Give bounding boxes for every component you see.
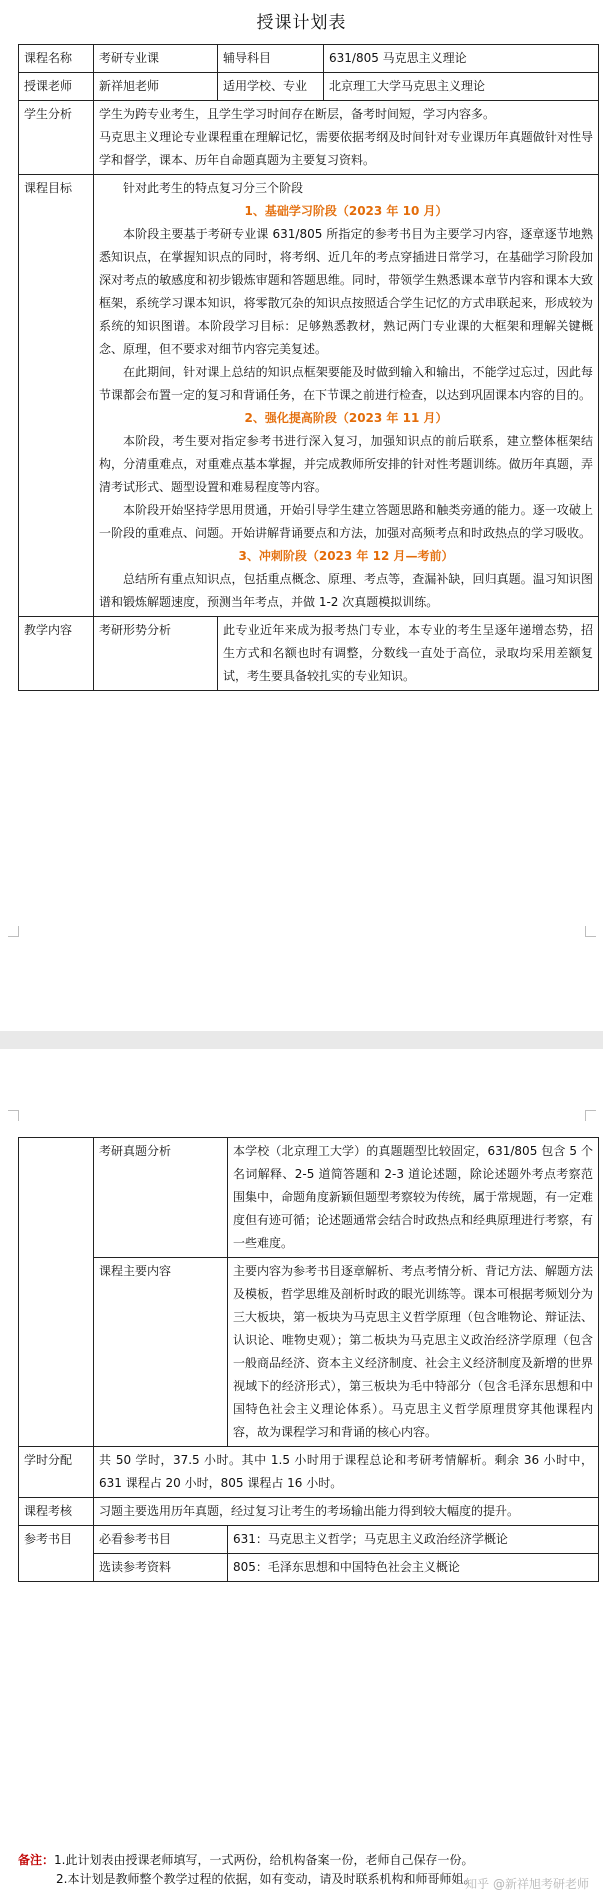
student-p1: 学生为跨专业考生，且学生学习时间存在断层，备考时间短，学习内容多。 xyxy=(99,107,496,121)
hours-row xyxy=(19,1447,599,1498)
student-row xyxy=(19,101,599,175)
exam-label: 考研真题分析 xyxy=(94,1138,228,1258)
course-value: 考研专业课 xyxy=(94,45,218,73)
plan-table-page-1 xyxy=(18,44,599,691)
books-required-row xyxy=(19,1526,599,1554)
trend-label: 考研形势分析 xyxy=(94,617,218,691)
school-label: 适用学校、专业 xyxy=(218,73,324,101)
page-corner-mark xyxy=(585,926,596,937)
hours-label: 学时分配 xyxy=(19,1447,94,1498)
stage2-title: 2、强化提高阶段（2023 年 11 月） xyxy=(244,411,448,425)
page-corner-mark xyxy=(8,926,19,937)
content-row xyxy=(19,617,599,691)
assessment-row xyxy=(19,1498,599,1526)
exam-text: 本学校（北京理工大学）的真题题型比较固定，631/805 包含 5 个名词解释、2-5 道简答题和 2-3 道论述题，除论述题外考点考察范围集中，命题角度新颖但题型考察较为传统，属于常规题，有一定难度但有迹可循；论述题通常会结合时政热点和经典原理进行考察，有一些难度。 xyxy=(228,1138,599,1258)
course-row xyxy=(19,45,599,73)
watermark: 知乎 @新祥旭考研老师 xyxy=(465,1877,589,1891)
course-label: 课程名称 xyxy=(19,45,94,73)
optional-label: 选读参考资料 xyxy=(94,1554,228,1582)
school-value: 北京理工大学马克思主义理论 xyxy=(324,73,599,101)
hours-text: 共 50 学时，37.5 小时。其中 1.5 小时用于课程总论和考研考情解析。剩余 36 小时中，631 课程占 20 小时，805 课程占 16 小时。 xyxy=(94,1447,599,1498)
main-content-row xyxy=(19,1258,599,1447)
stage1-p2: 在此期间，针对课上总结的知识点框架要能及时做到输入和输出，不能学过忘过，因此每节课都会布置一定的复习和背诵任务，在下节课之前进行检查，以达到巩固课本内容的目的。 xyxy=(99,365,593,402)
page-title: 授课计划表 xyxy=(256,13,347,33)
books-optional-row xyxy=(19,1554,599,1582)
student-label: 学生分析 xyxy=(19,101,94,175)
stage2-p2: 本阶段开始坚持学思用贯通，开始引导学生建立答题思路和触类旁通的能力。逐一攻破上一阶段的重难点、问题。开始讲解背诵要点和方法，加强对高频考点和时政热点的学习吸收。 xyxy=(99,503,593,540)
assessment-label: 课程考核 xyxy=(19,1498,94,1526)
footnote-line-2: 2.本计划是教师整个教学过程的依据，如有变动，请及时联系机构和师哥师姐。 xyxy=(56,1872,476,1886)
goal-intro: 针对此考生的特点复习分三个阶段 xyxy=(123,181,304,195)
main-label: 课程主要内容 xyxy=(94,1258,228,1447)
teacher-label: 授课老师 xyxy=(19,73,94,101)
stage1-p1: 本阶段主要基于考研专业课 631/805 所指定的参考书目为主要学习内容，逐章逐节地熟悉知识点，在掌握知识点的同时，将考纲、近几年的考点穿插进日常学习，在基础学习阶段加深对考点的敏感度和初步锻炼审题和答题思维。同时，带领学生熟悉课本章节内容和课本大致框架，系统学习课本知识，将零散冗杂的知识点按照适合学生记忆的方式串联起来，形成较为系统的知识图谱。本阶段学习目标：足够熟悉教材，熟记两门专业课的大框架和理解关键概念、原理，但不要求对细节内容完美复述。 xyxy=(99,227,593,356)
stage1-title: 1、基础学习阶段（2023 年 10 月） xyxy=(244,204,448,218)
goal-content xyxy=(94,175,599,617)
footnote-text-1: 1.此计划表由授课老师填写，一式两份，给机构备案一份，老师自己保存一份。 xyxy=(54,1853,474,1867)
assessment-text: 习题主要选用历年真题，经过复习让考生的考场输出能力得到较大幅度的提升。 xyxy=(94,1498,599,1526)
trend-text: 此专业近年来成为报考热门专业，本专业的考生呈逐年递增态势，招生方式和名额也时有调整，分数线一直处于高位，录取均采用差额复试，考生要具备较扎实的专业知识。 xyxy=(218,617,599,691)
books-label: 参考书目 xyxy=(19,1526,94,1582)
footnote-label: 备注： xyxy=(18,1853,55,1867)
subject-label: 辅导科目 xyxy=(218,45,324,73)
required-label: 必看参考书目 xyxy=(94,1526,228,1554)
teacher-value: 新祥旭老师 xyxy=(94,73,218,101)
required-text: 631：马克思主义哲学；马克思主义政治经济学概论 xyxy=(228,1526,599,1554)
subject-value: 631/805 马克思主义理论 xyxy=(324,45,599,73)
page-separator xyxy=(0,1031,603,1049)
main-text: 主要内容为参考书目逐章解析、考点考情分析、背记方法、解题方法及模板，哲学思维及剖析时政的眼光训练等。课本可根据考频划分为三大板块，第一板块为马克思主义哲学原理（包含唯物论、辩证法、认识论、唯物史观）；第二板块为马克思主义政治经济学原理（包含一般商品经济、资本主义经济制度、社会主义经济制度及新增的世界视域下的经济形式），第三板块为毛中特部分（包含毛泽东思想和中国特色社会主义理论体系）。马克思主义哲学原理贯穿其他课程内容，故为课程学习和背诵的核心内容。 xyxy=(228,1258,599,1447)
teacher-row xyxy=(19,73,599,101)
stage3-p1: 总结所有重点知识点，包括重点概念、原理、考点等，查漏补缺，回归真题。温习知识图谱和锻炼解题速度，预测当年考点，并做 1-2 次真题模拟训练。 xyxy=(99,572,593,609)
plan-table-page-2 xyxy=(18,1137,599,1582)
stage2-p1: 本阶段，考生要对指定参考书进行深入复习，加强知识点的前后联系，建立整体框架结构，分清重难点，对重难点基本掌握，并完成教师所安排的针对性考题训练。做历年真题，弄清考试形式、题型设置和难易程度等内容。 xyxy=(99,434,593,494)
page-corner-mark xyxy=(585,1110,596,1121)
exam-row xyxy=(19,1138,599,1258)
optional-text: 805：毛泽东思想和中国特色社会主义概论 xyxy=(228,1554,599,1582)
student-p2: 马克思主义理论专业课程重在理解记忆，需要依据考纲及时间针对专业课历年真题做针对性导学和督学，课本、历年自命题真题为主要复习资料。 xyxy=(99,130,593,167)
goal-row xyxy=(19,175,599,617)
footnote-line-1 xyxy=(18,1851,598,1870)
goal-label: 课程目标 xyxy=(19,175,94,617)
page-gap xyxy=(0,931,603,1031)
page-corner-mark xyxy=(8,1110,19,1121)
content-label-cont xyxy=(19,1138,94,1447)
content-label: 教学内容 xyxy=(19,617,94,691)
stage3-title: 3、冲刺阶段（2023 年 12 月—考前） xyxy=(238,549,454,563)
student-analysis xyxy=(94,101,599,175)
